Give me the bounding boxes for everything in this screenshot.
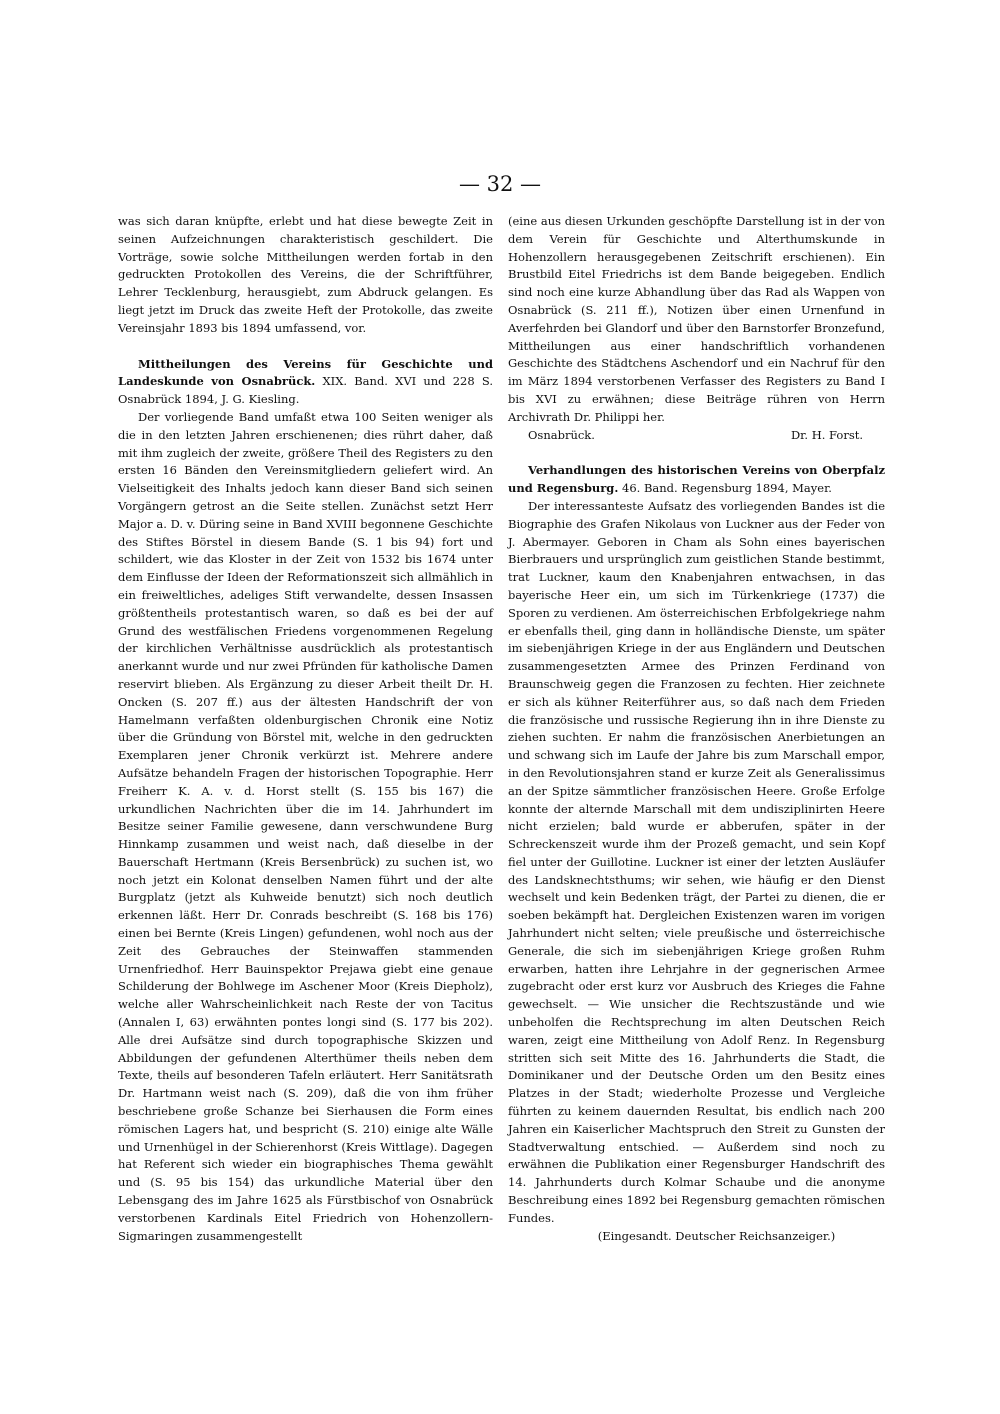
left-column (118, 213, 493, 1245)
paragraph: Der interessanteste Aufsatz des vorliegenden Bandes ist die Biographie des Grafen Nikolaus von Luckner aus der Feder von J. Abermayer. Geboren in Cham als Sohn eines bayerischen Bierbrauers und ursprünglich zum geistlichen Stande bestimmt, trat Luckner, kaum den Knabenjahren entwachsen, in das bayerische Heer ein, um sich im Türkenkriege (1737) die Sporen zu verdienen. Am österreichischen Erbfolgekriege nahm er ebenfalls theil, ging dann in holländische Dienste, um später im siebenjährigen Kriege in der aus Engländern und Deutschen zusammengesetzten Armee des Prinzen Ferdinand von Braunschweig gegen die Franzosen zu fechten. Hier zeichnete er sich als kühner Reiterführer aus, so daß nach dem Frieden die französische und russische Regierung ihn in ihre Dienste zu ziehen suchten. Er nahm die französischen Anerbietungen an und schwang sich im Laufe der Jahre bis zum Marschall empor, in den Revolutionsjahren stand er kurze Zeit als Generalissimus an der Spitze sämmtlicher französischen Heere. Große Erfolge konnte der alternde Marschall mit dem undisziplinirten Heere nicht erzielen; bald wurde er abberufen, später in der Schreckenszeit wurde ihm der Prozeß gemacht, und sein Kopf fiel unter der Guillotine. Luckner ist einer der letzten Ausläufer des Landsknechtsthums; wir sehen, wie häufig er den Dienst wechselt und kein Bedenken trägt, der Partei zu dienen, die er soeben bekämpft hat. Dergleichen Existenzen waren im vorigen Jahrhundert nicht selten; viele preußische und österreichische Generale, die sich im siebenjährigen Kriege großen Ruhm erwarben, hatten ihre Lehrjahre in der gegnerischen Armee zugebracht oder erst kurz vor Ausbruch des Krieges die Fahne gewechselt. — Wie unsicher die Rechtszustände und wie unbeholfen die Rechtsprechung im alten Deutschen Reich waren, zeigt eine Mittheilung von Adolf Renz. In Regensburg stritten sich seit Mitte des 16. Jahrhunderts die Stadt, die Dominikaner und der Deutsche Orden um den Besitz eines Platzes in der Stadt; wiederholte Prozesse und Vergleiche führten zu keinem dauernden Resultat, bis endlich nach 200 Jahren ein Kaiserlicher Machtspruch den Streit zu Gunsten der Stadtverwaltung entschied. — Außerdem sind noch zu erwähnen die Publikation einer Regensburger Handschrift des 14. Jahrhunderts durch Kolmar Schaube und die anonyme Beschreibung eines 1892 bei Regensburg gemachten römischen Fundes. (508, 498, 885, 1225)
review-heading (508, 462, 885, 498)
spacer (508, 444, 885, 462)
paragraph: was sich daran knüpfte, erlebt und hat diese bewegte Zeit in seinen Aufzeichnungen charakteristisch geschildert. Die Vorträge, sowie solche Mittheilungen werden fortab in den gedruckten Protokollen des Vereins, die der Schriftführer, Lehrer Tecklenburg, herausgiebt, zum Abdruck gelangen. Es liegt jetzt im Druck das zweite Heft der Protokolle, das zweite Vereinsjahr 1893 bis 1894 umfassend, vor. (118, 214, 493, 335)
paragraph: (eine aus diesen Urkunden geschöpfte Darstellung ist in der von dem Verein für Geschichte und Alterthumskunde in Hohenzollern herausgegebenen Zeitschrift erschienen). Ein Brustbild Eitel Friedrichs ist dem Bande beigegeben. Endlich sind noch eine kurze Abhandlung über das Rad als Wappen von Osnabrück (S. 211 ff.), Notizen über einen Urnenfund in Averfehrden bei Glandorf und über den Barnstorfer Bronzefund, Mittheilungen aus einer handschriftlich vorhandenen Geschichte des Städtchens Aschendorf und ein Nachruf für den im März 1894 verstorbenen Verfasser des Registers zu Band I bis XVI zu erwähnen; diese Beiträge rühren von Herrn Archivrath Dr. Philippi her. (508, 214, 885, 424)
review-title: Verhandlungen des historischen Vereins von Oberpfalz und Regensburg. (508, 463, 885, 496)
signature-place: Osnabrück. (528, 427, 595, 442)
spacer (118, 338, 493, 356)
paragraph: Der vorliegende Band umfaßt etwa 100 Seiten weniger als die in den letzten Jahren erschienenen; dies rührt daher, daß mit ihm zugleich der zweite, größere Theil des Registers zu den ersten 16 Bänden den Vereinsmitgliedern geliefert wird. An Vielseitigkeit des Inhalts jedoch kann dieser Band sich seinen Vorgängern getrost an die Seite stellen. Zunächst setzt Herr Major a. D. v. Düring seine in Band XVIII begonnene Geschichte des Stiftes Börstel in diesem Bande (S. 1 bis 94) fort und schildert, wie das Kloster in der Zeit von 1532 bis 1674 unter dem Einflusse der Ideen der Reformationszeit sich allmählich in ein freiweltliches, adeliges Stift verwandelte, dessen Insassen größtentheils protestantisch waren, so daß es bei der auf Grund des westfälischen Friedens vorgenommenen Regelung der kirchlichen Verhältnisse ausdrücklich als protestantisch anerkannt wurde und nur zwei Pfründen für katholische Damen reservirt blieben. Als Ergänzung zu dieser Arbeit theilt Dr. H. Oncken (S. 207 ff.) aus der ältesten Handschrift der von Hamelmann verfaßten oldenburgischen Chronik eine Notiz über die Gründung von Börstel mit, welche in den gedruckten Exemplaren jener Chronik verkürzt ist. Mehrere andere Aufsätze behandeln Fragen der historischen Topographie. Herr Freiherr K. A. v. d. Horst stellt (S. 155 bis 167) die urkundlichen Nachrichten über die im 14. Jahrhundert im Besitze seiner Familie gewesene, dann verschwundene Burg Hinnkamp zusammen und weist nach, daß dieselbe in der Bauerschaft Hertmann (Kreis Bersenbrück) zu suchen ist, wo noch jetzt ein Kolonat denselben Namen führt und der alte Burgplatz (jetzt als Kuhweide benutzt) sich noch deutlich erkennen läßt. Herr Dr. Conrads beschreibt (S. 168 bis 176) einen bei Bernte (Kreis Lingen) gefundenen, wohl noch aus der Zeit des Gebrauches der Steinwaffen stammenden Urnenfriedhof. Herr Bauinspektor Prejawa giebt eine genaue Schilderung der Bohlwege im Aschener Moor (Kreis Diepholz), welche aller Wahrscheinlichkeit nach Reste der von Tacitus (Annalen I, 63) erwähnten pontes longi sind (S. 177 bis 202). Alle drei Aufsätze sind durch topographische Skizzen und Abbildungen der gefundenen Alterthümer theils neben dem Texte, theils auf besonderen Tafeln erläutert. Herr Sanitätsrath Dr. Hartmann weist nach (S. 209), daß die von ihm früher beschriebene große Schanze bei Sierhausen die Form eines römischen Lagers hat, und bespricht (S. 210) einige alte Wälle und Urnenhügel in der Schierenhorst (Kreis Wittlage). Dagegen hat Referent sich wieder ein biographisches Thema gewählt und (S. 95 bis 154) das urkundliche Material über den Lebensgang des im Jahre 1625 als Fürstbischof von Osnabrück verstorbenen Kardinals Eitel Friedrich von Hohenzollern-Sigmaringen zusammengestellt (118, 409, 493, 1243)
review-title: Mittheilungen des Vereins für Geschichte und Landeskunde von Osnabrück. (118, 356, 493, 389)
signature-line (508, 427, 885, 445)
review-heading (118, 356, 493, 409)
page-number: — 32 — (458, 172, 542, 196)
signature-author: Dr. H. Forst. (790, 427, 863, 442)
source-note: (Eingesandt. Deutscher Reichsanzeiger.) (597, 1228, 836, 1243)
right-column (508, 213, 885, 1245)
review-citation: 46. Band. Regensburg 1894, Mayer. (618, 481, 832, 496)
review-citation: XIX. Band. XVI und 228 S. Osnabrück 1894, J. G. Kiesling. (118, 374, 493, 407)
